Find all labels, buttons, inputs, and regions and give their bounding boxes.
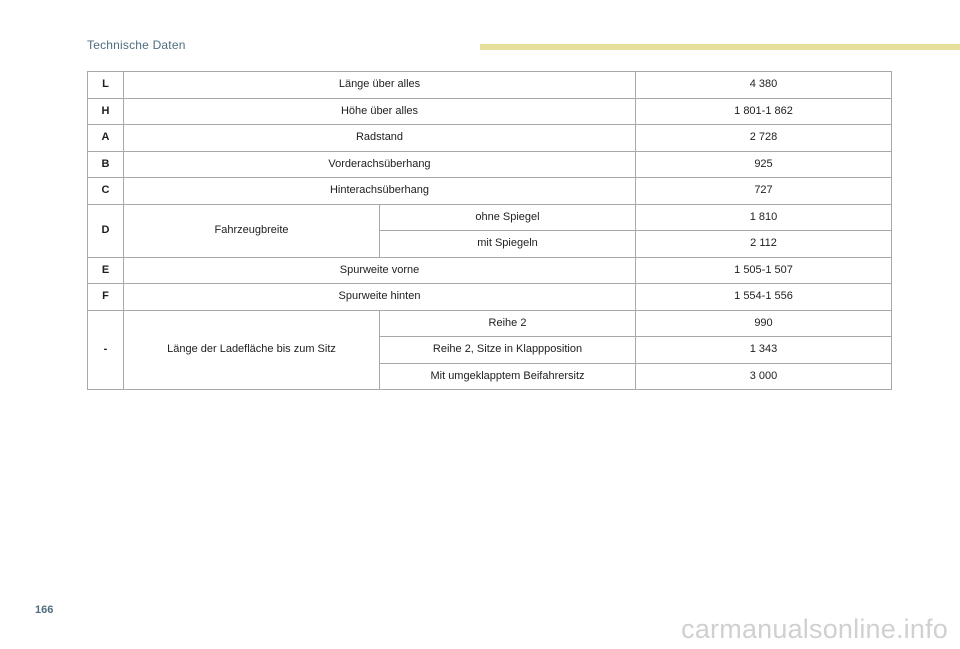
- table-row: [88, 310, 892, 337]
- row-label: Spurweite vorne: [124, 257, 636, 284]
- dimensions-table: [87, 71, 892, 390]
- row-code: H: [88, 98, 124, 125]
- row-sublabel: Reihe 2, Sitze in Klappposition: [380, 337, 636, 364]
- table-row: [88, 125, 892, 152]
- row-code: D: [88, 204, 124, 257]
- header-accent-bar: [480, 44, 960, 50]
- row-value: 1 554-1 556: [636, 284, 892, 311]
- row-value: 3 000: [636, 363, 892, 390]
- row-code: L: [88, 72, 124, 99]
- row-code: -: [88, 310, 124, 390]
- row-value: 1 801-1 862: [636, 98, 892, 125]
- row-label: Radstand: [124, 125, 636, 152]
- row-label: Fahrzeugbreite: [124, 204, 380, 257]
- page-number: 166: [35, 604, 54, 616]
- row-value: 925: [636, 151, 892, 178]
- row-label: Spurweite hinten: [124, 284, 636, 311]
- table-row: [88, 257, 892, 284]
- row-code: C: [88, 178, 124, 205]
- row-value: 1 505-1 507: [636, 257, 892, 284]
- row-sublabel: ohne Spiegel: [380, 204, 636, 231]
- table-row: [88, 204, 892, 231]
- row-label: Höhe über alles: [124, 98, 636, 125]
- table-row: [88, 98, 892, 125]
- table-row: [88, 284, 892, 311]
- row-code: F: [88, 284, 124, 311]
- row-label: Länge über alles: [124, 72, 636, 99]
- row-sublabel: Mit umgeklapptem Beifahrersitz: [380, 363, 636, 390]
- row-value: 2 728: [636, 125, 892, 152]
- row-value: 727: [636, 178, 892, 205]
- section-title: Technische Daten: [87, 38, 186, 52]
- row-value: 1 810: [636, 204, 892, 231]
- table-row: [88, 178, 892, 205]
- row-value: 2 112: [636, 231, 892, 258]
- row-sublabel: mit Spiegeln: [380, 231, 636, 258]
- row-value: 990: [636, 310, 892, 337]
- row-label: Hinterachsüberhang: [124, 178, 636, 205]
- row-code: A: [88, 125, 124, 152]
- watermark: carmanualsonline.info: [681, 614, 948, 644]
- row-label: Vorderachsüberhang: [124, 151, 636, 178]
- row-value: 4 380: [636, 72, 892, 99]
- row-code: B: [88, 151, 124, 178]
- row-label: Länge der Ladefläche bis zum Sitz: [124, 310, 380, 390]
- row-value: 1 343: [636, 337, 892, 364]
- row-code: E: [88, 257, 124, 284]
- table-row: [88, 72, 892, 99]
- table-row: [88, 151, 892, 178]
- row-sublabel: Reihe 2: [380, 310, 636, 337]
